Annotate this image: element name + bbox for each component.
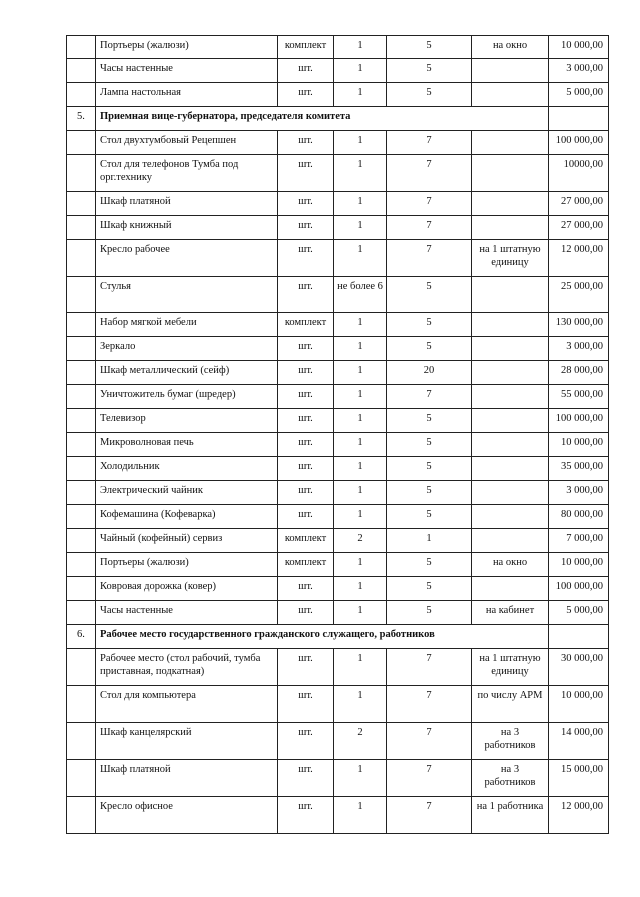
item-name: Зеркало [96, 337, 278, 361]
table-row [67, 686, 609, 723]
item-note: на 1 штатную единицу [472, 649, 549, 686]
item-service-years: 5 [387, 577, 472, 601]
table-row [67, 361, 609, 385]
item-price: 3 000,00 [549, 337, 609, 361]
table-row [67, 723, 609, 760]
table-row [67, 83, 609, 107]
item-unit: шт. [278, 760, 334, 797]
item-unit: шт. [278, 649, 334, 686]
item-unit: шт. [278, 481, 334, 505]
item-service-years: 5 [387, 481, 472, 505]
item-price: 5 000,00 [549, 83, 609, 107]
item-unit: шт. [278, 361, 334, 385]
item-price: 10 000,00 [549, 36, 609, 59]
item-unit: шт. [278, 409, 334, 433]
item-service-years: 5 [387, 313, 472, 337]
item-unit: шт. [278, 505, 334, 529]
item-name: Часы настенные [96, 601, 278, 625]
item-note [472, 83, 549, 107]
row-number-cell [67, 457, 96, 481]
item-service-years: 7 [387, 240, 472, 277]
item-note: на окно [472, 553, 549, 577]
item-price: 10 000,00 [549, 433, 609, 457]
item-quantity: 1 [334, 385, 387, 409]
item-name: Шкаф платяной [96, 760, 278, 797]
item-name: Ковровая дорожка (ковер) [96, 577, 278, 601]
row-number-cell [67, 505, 96, 529]
item-note [472, 457, 549, 481]
row-number-cell [67, 553, 96, 577]
item-price: 27 000,00 [549, 192, 609, 216]
item-name: Шкаф канцелярский [96, 723, 278, 760]
item-price: 10 000,00 [549, 686, 609, 723]
table-row [67, 216, 609, 240]
section-title: Приемная вице-губернатора, председателя комитета [96, 107, 549, 131]
item-service-years: 1 [387, 529, 472, 553]
row-number-cell [67, 59, 96, 83]
item-service-years: 7 [387, 760, 472, 797]
row-number-cell [67, 601, 96, 625]
row-number-cell [67, 649, 96, 686]
item-price: 14 000,00 [549, 723, 609, 760]
item-price: 55 000,00 [549, 385, 609, 409]
table-row [67, 529, 609, 553]
item-service-years: 5 [387, 457, 472, 481]
item-quantity: 2 [334, 723, 387, 760]
item-name: Стол для телефонов Тумба под орг.технику [96, 155, 278, 192]
item-note [472, 505, 549, 529]
item-service-years: 5 [387, 83, 472, 107]
item-price: 100 000,00 [549, 131, 609, 155]
table-row [67, 240, 609, 277]
row-number-cell [67, 313, 96, 337]
item-unit: комплект [278, 529, 334, 553]
item-unit: шт. [278, 155, 334, 192]
row-number-cell [67, 481, 96, 505]
item-price: 12 000,00 [549, 240, 609, 277]
item-quantity: 1 [334, 83, 387, 107]
item-unit: шт. [278, 240, 334, 277]
row-number-cell [67, 36, 96, 59]
row-number-cell [67, 216, 96, 240]
item-quantity: 2 [334, 529, 387, 553]
item-quantity: 1 [334, 36, 387, 59]
item-name: Кресло рабочее [96, 240, 278, 277]
section-number: 6. [67, 625, 96, 649]
item-quantity: 1 [334, 505, 387, 529]
section-empty-cell [549, 107, 609, 131]
item-price: 130 000,00 [549, 313, 609, 337]
item-name: Микроволновая печь [96, 433, 278, 457]
item-note [472, 59, 549, 83]
item-name: Шкаф книжный [96, 216, 278, 240]
item-note [472, 361, 549, 385]
row-number-cell [67, 385, 96, 409]
table-row [67, 797, 609, 834]
item-note: на 1 работника [472, 797, 549, 834]
item-service-years: 5 [387, 337, 472, 361]
item-note [472, 577, 549, 601]
item-price: 27 000,00 [549, 216, 609, 240]
item-name: Уничтожитель бумаг (шредер) [96, 385, 278, 409]
item-service-years: 5 [387, 505, 472, 529]
item-service-years: 5 [387, 601, 472, 625]
item-name: Кресло офисное [96, 797, 278, 834]
item-quantity: 1 [334, 155, 387, 192]
row-number-cell [67, 433, 96, 457]
item-unit: шт. [278, 723, 334, 760]
item-note [472, 385, 549, 409]
row-number-cell [67, 577, 96, 601]
item-note: на 3 работников [472, 760, 549, 797]
item-price: 35 000,00 [549, 457, 609, 481]
table-row [67, 553, 609, 577]
item-unit: шт. [278, 192, 334, 216]
table-row [67, 131, 609, 155]
item-quantity: 1 [334, 361, 387, 385]
item-name: Часы настенные [96, 59, 278, 83]
table-row [67, 505, 609, 529]
item-service-years: 5 [387, 433, 472, 457]
table-row [67, 649, 609, 686]
row-number-cell [67, 192, 96, 216]
item-quantity: 1 [334, 601, 387, 625]
item-unit: шт. [278, 83, 334, 107]
item-quantity: 1 [334, 409, 387, 433]
item-price: 12 000,00 [549, 797, 609, 834]
item-name: Стол для компьютера [96, 686, 278, 723]
item-unit: шт. [278, 385, 334, 409]
table-row [67, 192, 609, 216]
table-row [67, 337, 609, 361]
section-row [67, 107, 609, 131]
item-note: на 1 штатную единицу [472, 240, 549, 277]
furniture-norms-table [66, 35, 609, 834]
item-service-years: 7 [387, 686, 472, 723]
item-unit: шт. [278, 216, 334, 240]
item-name: Стол двухтумбовый Рецепшен [96, 131, 278, 155]
item-note [472, 433, 549, 457]
item-note [472, 192, 549, 216]
item-quantity: 1 [334, 457, 387, 481]
row-number-cell [67, 361, 96, 385]
item-name: Портьеры (жалюзи) [96, 36, 278, 59]
item-price: 10000,00 [549, 155, 609, 192]
item-quantity: 1 [334, 192, 387, 216]
item-service-years: 7 [387, 155, 472, 192]
row-number-cell [67, 760, 96, 797]
table-row [67, 601, 609, 625]
row-number-cell [67, 277, 96, 313]
item-name: Электрический чайник [96, 481, 278, 505]
item-name: Холодильник [96, 457, 278, 481]
item-name: Чайный (кофейный) сервиз [96, 529, 278, 553]
table-row [67, 457, 609, 481]
item-service-years: 5 [387, 409, 472, 433]
item-service-years: 7 [387, 385, 472, 409]
table-row [67, 36, 609, 59]
item-service-years: 5 [387, 36, 472, 59]
item-note [472, 155, 549, 192]
row-number-cell [67, 797, 96, 834]
table-row [67, 433, 609, 457]
row-number-cell [67, 83, 96, 107]
item-unit: шт. [278, 601, 334, 625]
item-note [472, 313, 549, 337]
item-price: 25 000,00 [549, 277, 609, 313]
item-note [472, 277, 549, 313]
item-quantity: 1 [334, 240, 387, 277]
item-name: Кофемашина (Кофеварка) [96, 505, 278, 529]
item-service-years: 5 [387, 59, 472, 83]
item-name: Рабочее место (стол рабочий, тумба приставная, подкатная) [96, 649, 278, 686]
row-number-cell [67, 337, 96, 361]
item-name: Портьеры (жалюзи) [96, 553, 278, 577]
item-service-years: 20 [387, 361, 472, 385]
item-unit: шт. [278, 131, 334, 155]
row-number-cell [67, 409, 96, 433]
item-note: на кабинет [472, 601, 549, 625]
item-quantity: 1 [334, 216, 387, 240]
item-price: 100 000,00 [549, 409, 609, 433]
row-number-cell [67, 529, 96, 553]
item-price: 28 000,00 [549, 361, 609, 385]
section-row [67, 625, 609, 649]
table-row [67, 155, 609, 192]
item-unit: комплект [278, 553, 334, 577]
section-empty-cell [549, 625, 609, 649]
item-service-years: 7 [387, 131, 472, 155]
item-quantity: 1 [334, 553, 387, 577]
item-name: Телевизор [96, 409, 278, 433]
item-unit: комплект [278, 313, 334, 337]
item-price: 3 000,00 [549, 59, 609, 83]
item-note [472, 409, 549, 433]
item-quantity: 1 [334, 649, 387, 686]
item-note [472, 337, 549, 361]
item-note [472, 216, 549, 240]
item-unit: шт. [278, 433, 334, 457]
table-row [67, 59, 609, 83]
item-price: 3 000,00 [549, 481, 609, 505]
table-row [67, 481, 609, 505]
item-service-years: 7 [387, 216, 472, 240]
item-service-years: 7 [387, 723, 472, 760]
table-row [67, 277, 609, 313]
item-service-years: 7 [387, 649, 472, 686]
item-service-years: 5 [387, 553, 472, 577]
item-quantity: 1 [334, 313, 387, 337]
item-unit: шт. [278, 337, 334, 361]
table-row [67, 385, 609, 409]
row-number-cell [67, 155, 96, 192]
table-row [67, 577, 609, 601]
item-quantity: 1 [334, 760, 387, 797]
item-quantity: 1 [334, 797, 387, 834]
item-unit: шт. [278, 277, 334, 313]
item-price: 100 000,00 [549, 577, 609, 601]
item-note [472, 131, 549, 155]
item-note [472, 481, 549, 505]
item-name: Шкаф металлический (сейф) [96, 361, 278, 385]
item-quantity: 1 [334, 686, 387, 723]
item-quantity: 1 [334, 337, 387, 361]
item-note: по числу АРМ [472, 686, 549, 723]
item-quantity: 1 [334, 59, 387, 83]
item-service-years: 7 [387, 797, 472, 834]
table-row [67, 409, 609, 433]
item-quantity: 1 [334, 577, 387, 601]
item-unit: шт. [278, 686, 334, 723]
item-quantity: 1 [334, 131, 387, 155]
item-name: Стулья [96, 277, 278, 313]
table-row [67, 760, 609, 797]
item-price: 5 000,00 [549, 601, 609, 625]
item-quantity: 1 [334, 481, 387, 505]
section-title: Рабочее место государственного гражданского служащего, работников [96, 625, 549, 649]
item-unit: шт. [278, 457, 334, 481]
item-name: Шкаф платяной [96, 192, 278, 216]
item-quantity: не более 6 [334, 277, 387, 313]
item-unit: комплект [278, 36, 334, 59]
section-number: 5. [67, 107, 96, 131]
table-row [67, 313, 609, 337]
row-number-cell [67, 240, 96, 277]
item-note [472, 529, 549, 553]
item-name: Набор мягкой мебели [96, 313, 278, 337]
item-price: 15 000,00 [549, 760, 609, 797]
item-price: 80 000,00 [549, 505, 609, 529]
item-note: на 3 работников [472, 723, 549, 760]
item-price: 30 000,00 [549, 649, 609, 686]
item-price: 7 000,00 [549, 529, 609, 553]
row-number-cell [67, 686, 96, 723]
item-unit: шт. [278, 577, 334, 601]
item-unit: шт. [278, 59, 334, 83]
item-price: 10 000,00 [549, 553, 609, 577]
item-name: Лампа настольная [96, 83, 278, 107]
item-unit: шт. [278, 797, 334, 834]
item-quantity: 1 [334, 433, 387, 457]
item-service-years: 7 [387, 192, 472, 216]
row-number-cell [67, 723, 96, 760]
item-service-years: 5 [387, 277, 472, 313]
row-number-cell [67, 131, 96, 155]
item-note: на окно [472, 36, 549, 59]
